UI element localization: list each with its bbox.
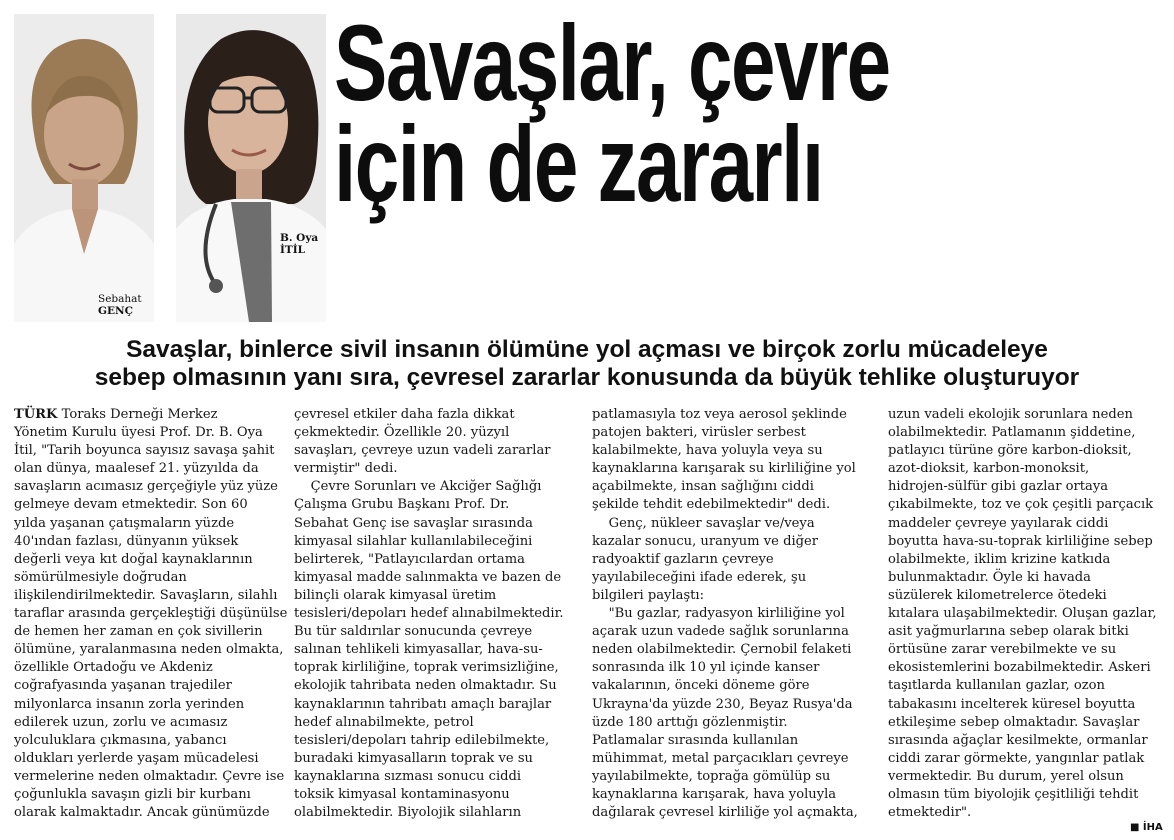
- article-line: belirterek, "Patlayıcılardan ortama: [294, 551, 525, 567]
- article-line: "Bu gazlar, radyasyon kirliliğine yol: [592, 606, 845, 622]
- article-line: şekilde tehdit edebilmektedir" dedi.: [592, 497, 831, 513]
- article-line: vakalarının, önceki döneme göre: [592, 678, 810, 694]
- caption-surname: İTİL: [280, 244, 306, 256]
- portrait-illustration: [176, 14, 326, 322]
- article-line: salınan tehlikeli kimyasallar, hava-su-: [294, 642, 543, 658]
- article-line: ekosistemlerini bozabilmektedir. Askeri: [888, 660, 1151, 676]
- photo-caption-sebahat-genc: [98, 293, 142, 317]
- article-line: [14, 406, 286, 424]
- article-line: de hemen her zaman en çok sivillerin: [14, 624, 263, 640]
- article-line: tesisleri/depoları tahrip edilebilmekte,: [294, 732, 550, 748]
- agency-signature: ■ İHA: [1130, 822, 1163, 833]
- article-line: olabilmekte, iklim krizine katkıda: [888, 551, 1111, 567]
- article-line: gelmeye devam etmektedir. Son 60: [14, 497, 248, 513]
- article-column-3: [592, 406, 884, 822]
- article-line: sırasında ağaçlar kesilmekte, ormanlar: [888, 732, 1148, 748]
- photo-sebahat-genc: [14, 14, 154, 322]
- article-line: Ukrayna'da yüzde 230, Beyaz Rusya'da: [592, 696, 853, 712]
- article-line: vermektedir. Bu durum, yerel olsun: [888, 768, 1124, 784]
- article-line: bilgileri paylaştı:: [592, 587, 705, 603]
- article-column-4: [888, 406, 1174, 822]
- article-line: oldukları yerlerde yaşam mücadelesi: [14, 750, 259, 766]
- article-line: mühimmat, metal parçacıkları çevreye: [592, 750, 849, 766]
- article-line: 40'ından fazlası, dünyanın yüksek: [14, 533, 239, 549]
- article-line: çevresel etkiler daha fazla dikkat: [294, 407, 515, 422]
- caption-first-name: B. Oya: [280, 232, 319, 244]
- article-line: savaşları, çevreye uzun vadeli zararlar: [294, 443, 551, 459]
- article-line: boyutta hava-su-toprak kirliliğine sebep: [888, 533, 1153, 549]
- article-line: yılda yaşanan çatışmaların yüzde: [14, 515, 235, 531]
- article-line: üzde 180 arttığı gözlenmiştir.: [592, 714, 788, 730]
- article-line: kimyasal madde salınmakta ve bazen de: [294, 569, 562, 585]
- article-line: radyoaktif gazların çevreye: [592, 551, 774, 567]
- article-line: kaynaklarına karışarak, hava yoluyla: [592, 786, 837, 802]
- article-line: özellikle Ortadoğu ve Akdeniz: [14, 660, 213, 676]
- article-line: kazalar sonucu, uranyum ve diğer: [592, 533, 819, 549]
- article-line: taşıtlarda kullanılan gazlar, ozon: [888, 678, 1105, 694]
- article-line: etmektedir".: [888, 805, 972, 821]
- article-line: ölümüne, yaralanmasına neden olmakta,: [14, 642, 284, 658]
- article-line: taraflar arasında gerçekleştiği düşünülse: [14, 606, 288, 622]
- article-line-text: Toraks Derneği Merkez: [57, 407, 218, 422]
- article-line: kaynaklarına karışarak su kirliliğine yol: [592, 461, 856, 477]
- article-line: değerli veya kıt doğal kaynaklarının: [14, 551, 253, 567]
- article-line: kimyasal silahlar kullanılabileceğini: [294, 533, 533, 549]
- headline: [334, 2, 956, 224]
- article-line: sömürülmesiyle doğrudan: [14, 569, 187, 585]
- article-line: uzun vadeli ekolojik sorunlara neden: [888, 407, 1133, 422]
- portrait-illustration: [14, 14, 154, 322]
- article-line: çekmektedir. Özellikle 20. yüzyıl: [294, 425, 510, 441]
- article-line: çoğunlukla savaşın gizli bir kurbanı: [14, 786, 251, 802]
- headline-line: Savaşlar, çevre: [334, 2, 890, 123]
- article-line: bilinçli olarak kimyasal üretim: [294, 587, 497, 603]
- article-line: edilerek uzun, zorlu ve acımasız: [14, 714, 228, 730]
- article-line: etkileşime sebep olmaktadır. Savaşlar: [888, 714, 1140, 730]
- article-line: Patlamalar sırasında kullanılan: [592, 732, 799, 748]
- article-line: patlayıcı türüne göre karbon-dioksit,: [888, 443, 1132, 459]
- article-line: Çalışma Grubu Başkanı Prof. Dr.: [294, 497, 510, 513]
- article-line: neden olabilmektedir. Çernobil felaketi: [592, 642, 852, 658]
- article-line: tabakasını incelterek küresel boyutta: [888, 696, 1136, 712]
- article-line: azot-dioksit, karbon-monoksit,: [888, 461, 1090, 477]
- caption-surname: GENÇ: [98, 305, 133, 317]
- article-line: patlamasıyla toz veya aerosol şeklinde: [592, 407, 847, 422]
- article-line: Çevre Sorunları ve Akciğer Sağlığı: [294, 479, 542, 495]
- subheadline-line: sebep olmasının yanı sıra, çevresel zararlar konusunda da büyük tehlike oluşturuyor: [94, 364, 1080, 391]
- article-line: tesisleri/depoları hedef alınabilmektedir.: [294, 606, 564, 622]
- article-line: olabilmektedir. Patlamanın şiddetine,: [888, 425, 1136, 441]
- article-line: ekolojik tahribata neden olmaktadır. Su: [294, 678, 557, 694]
- article-line: hidrojen-sülfür gibi gazlar ortaya: [888, 479, 1109, 495]
- article-line: ilişkilendirilmektedir. Savaşların, silahlı: [14, 587, 278, 603]
- article-line: hedef alınabilmekte, petrol: [294, 714, 474, 730]
- article-line: milyonlarca insanın zorla yerinden: [14, 696, 245, 712]
- article-line: yolculuklara çıkmasına, yabancı: [14, 732, 227, 748]
- article-line: olmasın tüm biyolojik çeşitliliği tehdit: [888, 786, 1139, 802]
- article-line: çıkabilmekte, toz ve çok çeşitli parçacık: [888, 497, 1154, 513]
- article-line: patojen bakteri, virüsler serbest: [592, 425, 806, 441]
- article-line: ciddi zarar görmekte, yangınlar patlak: [888, 750, 1145, 766]
- article-line: kaynaklarının tahribatı amaçlı barajlar: [294, 696, 552, 712]
- article-column-1: [14, 406, 286, 822]
- article-line: örtüsüne zarar verebilmekte ve su: [888, 642, 1117, 658]
- article-line: asit yağmurlarına sebep olarak bitki: [888, 624, 1129, 640]
- article-line: Bu tür saldırılar sonucunda çevreye: [294, 624, 533, 640]
- article-line: Genç, nükleer savaşlar ve/veya: [592, 515, 815, 531]
- article-line: dağılarak çevresel kirliliğe yol açmakta,: [592, 805, 858, 821]
- photo-caption-b-oya-itil: [280, 232, 318, 256]
- article-line: olarak kalmaktadır. Ancak günümüzde: [14, 805, 270, 821]
- article-line: olan dünya, maalesef 21. yüzyılda da: [14, 461, 259, 477]
- article-line: vermiştir" dedi.: [294, 461, 398, 477]
- article-line: İtil, "Tarih boyunca sayısız savaşa şahit: [14, 443, 275, 459]
- article-line: Sebahat Genç ise savaşlar sırasında: [294, 515, 533, 531]
- headline-line: için de zararlı: [334, 103, 823, 224]
- article-line: coğrafyasında yaşanan trajediler: [14, 678, 232, 694]
- article-line: yayılabilmekte, toprağa gömülüp su: [592, 768, 831, 784]
- article-line: toksik kimyasal kontaminasyonu: [294, 786, 510, 802]
- article-line: maddeler çevreye yayılarak ciddi: [888, 515, 1109, 531]
- article-line: buradaki kimyasalların toprak ve su: [294, 750, 533, 766]
- article-line: kıtalara ulaşabilmektedir. Oluşan gazlar,: [888, 606, 1157, 622]
- article-line: yayılabileceğini ifade ederek, şu: [592, 569, 807, 585]
- article-line: açarak uzun vadede sağlık sorunlarına: [592, 624, 849, 640]
- subheadline: [0, 336, 1174, 392]
- article-line: Yönetim Kurulu üyesi Prof. Dr. B. Oya: [14, 425, 263, 441]
- subheadline-line: Savaşlar, binlerce sivil insanın ölümüne yol açması ve birçok zorlu mücadeleye: [126, 336, 1048, 363]
- article-line: toprak kirliliğine, toprak verimsizliğine,: [294, 660, 559, 676]
- caption-first-name: Sebahat: [98, 293, 142, 305]
- article-column-2: [294, 406, 584, 822]
- article-line: vermelerine neden olmaktadır. Çevre ise: [14, 768, 285, 784]
- article-line: kaynaklarına sızması sonucu ciddi: [294, 768, 522, 784]
- article-line: olabilmektedir. Biyolojik silahların: [294, 805, 522, 821]
- article-lead-word: TÜRK: [14, 407, 58, 422]
- article-line: süzülerek kilometrelerce ötedeki: [888, 587, 1107, 603]
- article-line: açabilmekte, insan sağlığını ciddi: [592, 479, 814, 495]
- article-line: savaşların acımasız gerçeğiyle yüz yüze: [14, 479, 278, 495]
- article-line: sonrasında ilk 10 yıl içinde kanser: [592, 660, 820, 676]
- article-line: bulunmaktadır. Öyle ki havada: [888, 569, 1091, 585]
- photo-b-oya-itil: [176, 14, 326, 322]
- article-line: kalabilmekte, hava yoluyla veya su: [592, 443, 823, 459]
